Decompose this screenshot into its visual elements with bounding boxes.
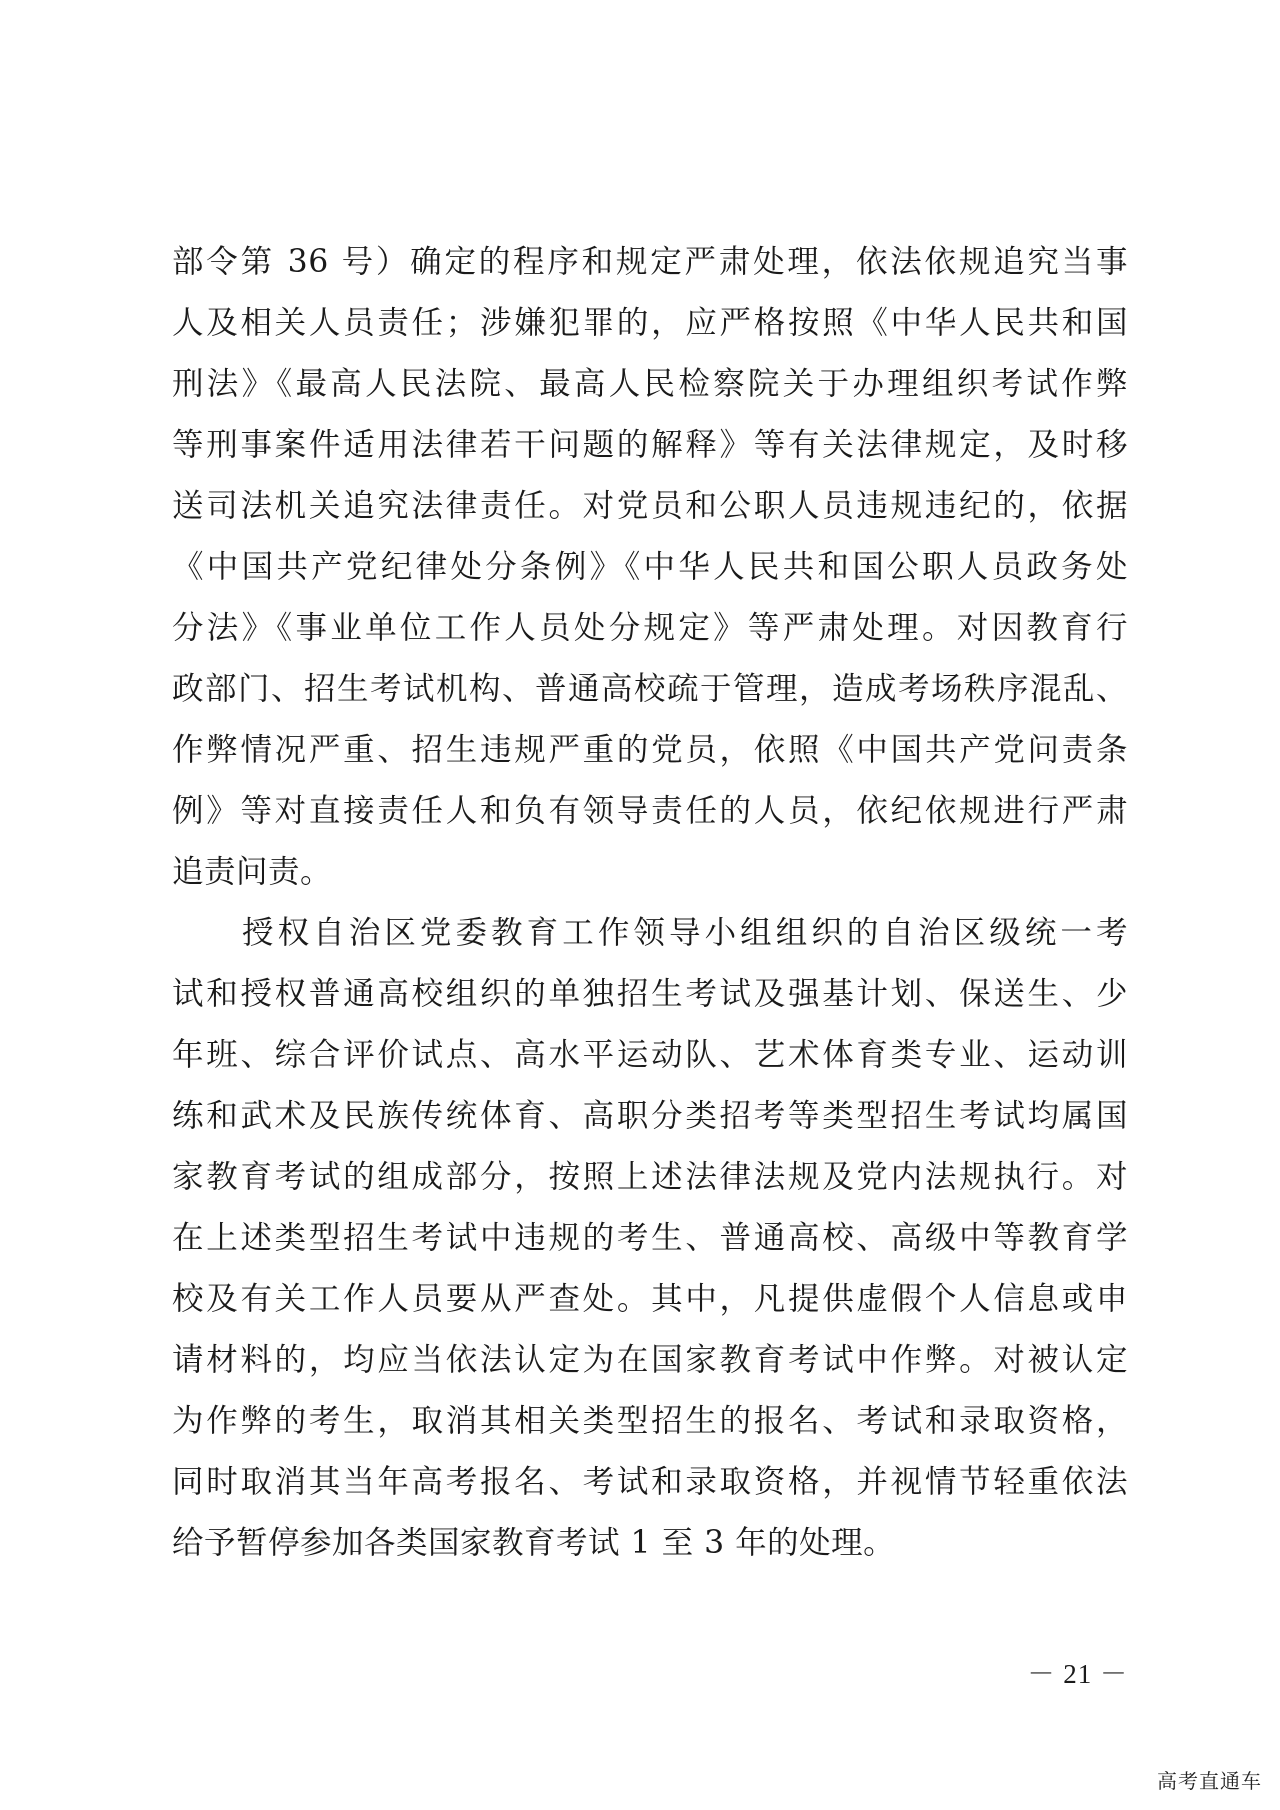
text-line: 年班、综合评价试点、高水平运动队、艺术体育类专业、运动训 bbox=[172, 1037, 1128, 1073]
text-line: 为作弊的考生，取消其相关类型招生的报名、考试和录取资格， bbox=[172, 1403, 1128, 1439]
watermark-text: 高考直通车 bbox=[1157, 1769, 1262, 1793]
text-line: 等刑事案件适用法律若干问题的解释》等有关法律规定，及时移 bbox=[172, 427, 1128, 463]
page-number: － 21 － bbox=[1027, 1659, 1128, 1689]
paragraph-2 bbox=[172, 903, 1128, 1574]
text-line: 例》等对直接责任人和负有领导责任的人员，依纪依规进行严肃 bbox=[172, 793, 1128, 829]
text-line: 部令第 36 号）确定的程序和规定严肃处理，依法依规追究当事 bbox=[172, 244, 1128, 280]
text-line: 作弊情况严重、招生违规严重的党员，依照《中国共产党问责条 bbox=[172, 732, 1128, 768]
text-line: 给予暂停参加各类国家教育考试 1 至 3 年的处理。 bbox=[172, 1525, 896, 1561]
text-line: 人及相关人员责任；涉嫌犯罪的，应严格按照《中华人民共和国 bbox=[172, 305, 1128, 341]
body-text bbox=[172, 232, 1128, 1574]
text-line: 练和武术及民族传统体育、高职分类招考等类型招生考试均属国 bbox=[172, 1098, 1128, 1134]
text-line: 试和授权普通高校组织的单独招生考试及强基计划、保送生、少 bbox=[172, 976, 1128, 1012]
text-line: 政部门、招生考试机构、普通高校疏于管理，造成考场秩序混乱、 bbox=[172, 671, 1128, 707]
text-line: 《中国共产党纪律处分条例》《中华人民共和国公职人员政务处 bbox=[172, 549, 1128, 585]
text-line: 家教育考试的组成部分，按照上述法律法规及党内法规执行。对 bbox=[172, 1159, 1128, 1195]
text-line: 刑法》《最高人民法院、最高人民检察院关于办理组织考试作弊 bbox=[172, 366, 1128, 402]
text-line: 校及有关工作人员要从严查处。其中，凡提供虚假个人信息或申 bbox=[172, 1281, 1128, 1317]
text-line: 追责问责。 bbox=[172, 854, 333, 890]
paragraph-1 bbox=[172, 232, 1128, 903]
text-line: 请材料的，均应当依法认定为在国家教育考试中作弊。对被认定 bbox=[172, 1342, 1128, 1378]
text-line: 分法》《事业单位工作人员处分规定》等严肃处理。对因教育行 bbox=[172, 610, 1128, 646]
text-line: 送司法机关追究法律责任。对党员和公职人员违规违纪的，依据 bbox=[172, 488, 1128, 524]
text-line: 在上述类型招生考试中违规的考生、普通高校、高级中等教育学 bbox=[172, 1220, 1128, 1256]
text-line: 同时取消其当年高考报名、考试和录取资格，并视情节轻重依法 bbox=[172, 1464, 1128, 1500]
text-line: 授权自治区党委教育工作领导小组组织的自治区级统一考 bbox=[242, 915, 1128, 951]
